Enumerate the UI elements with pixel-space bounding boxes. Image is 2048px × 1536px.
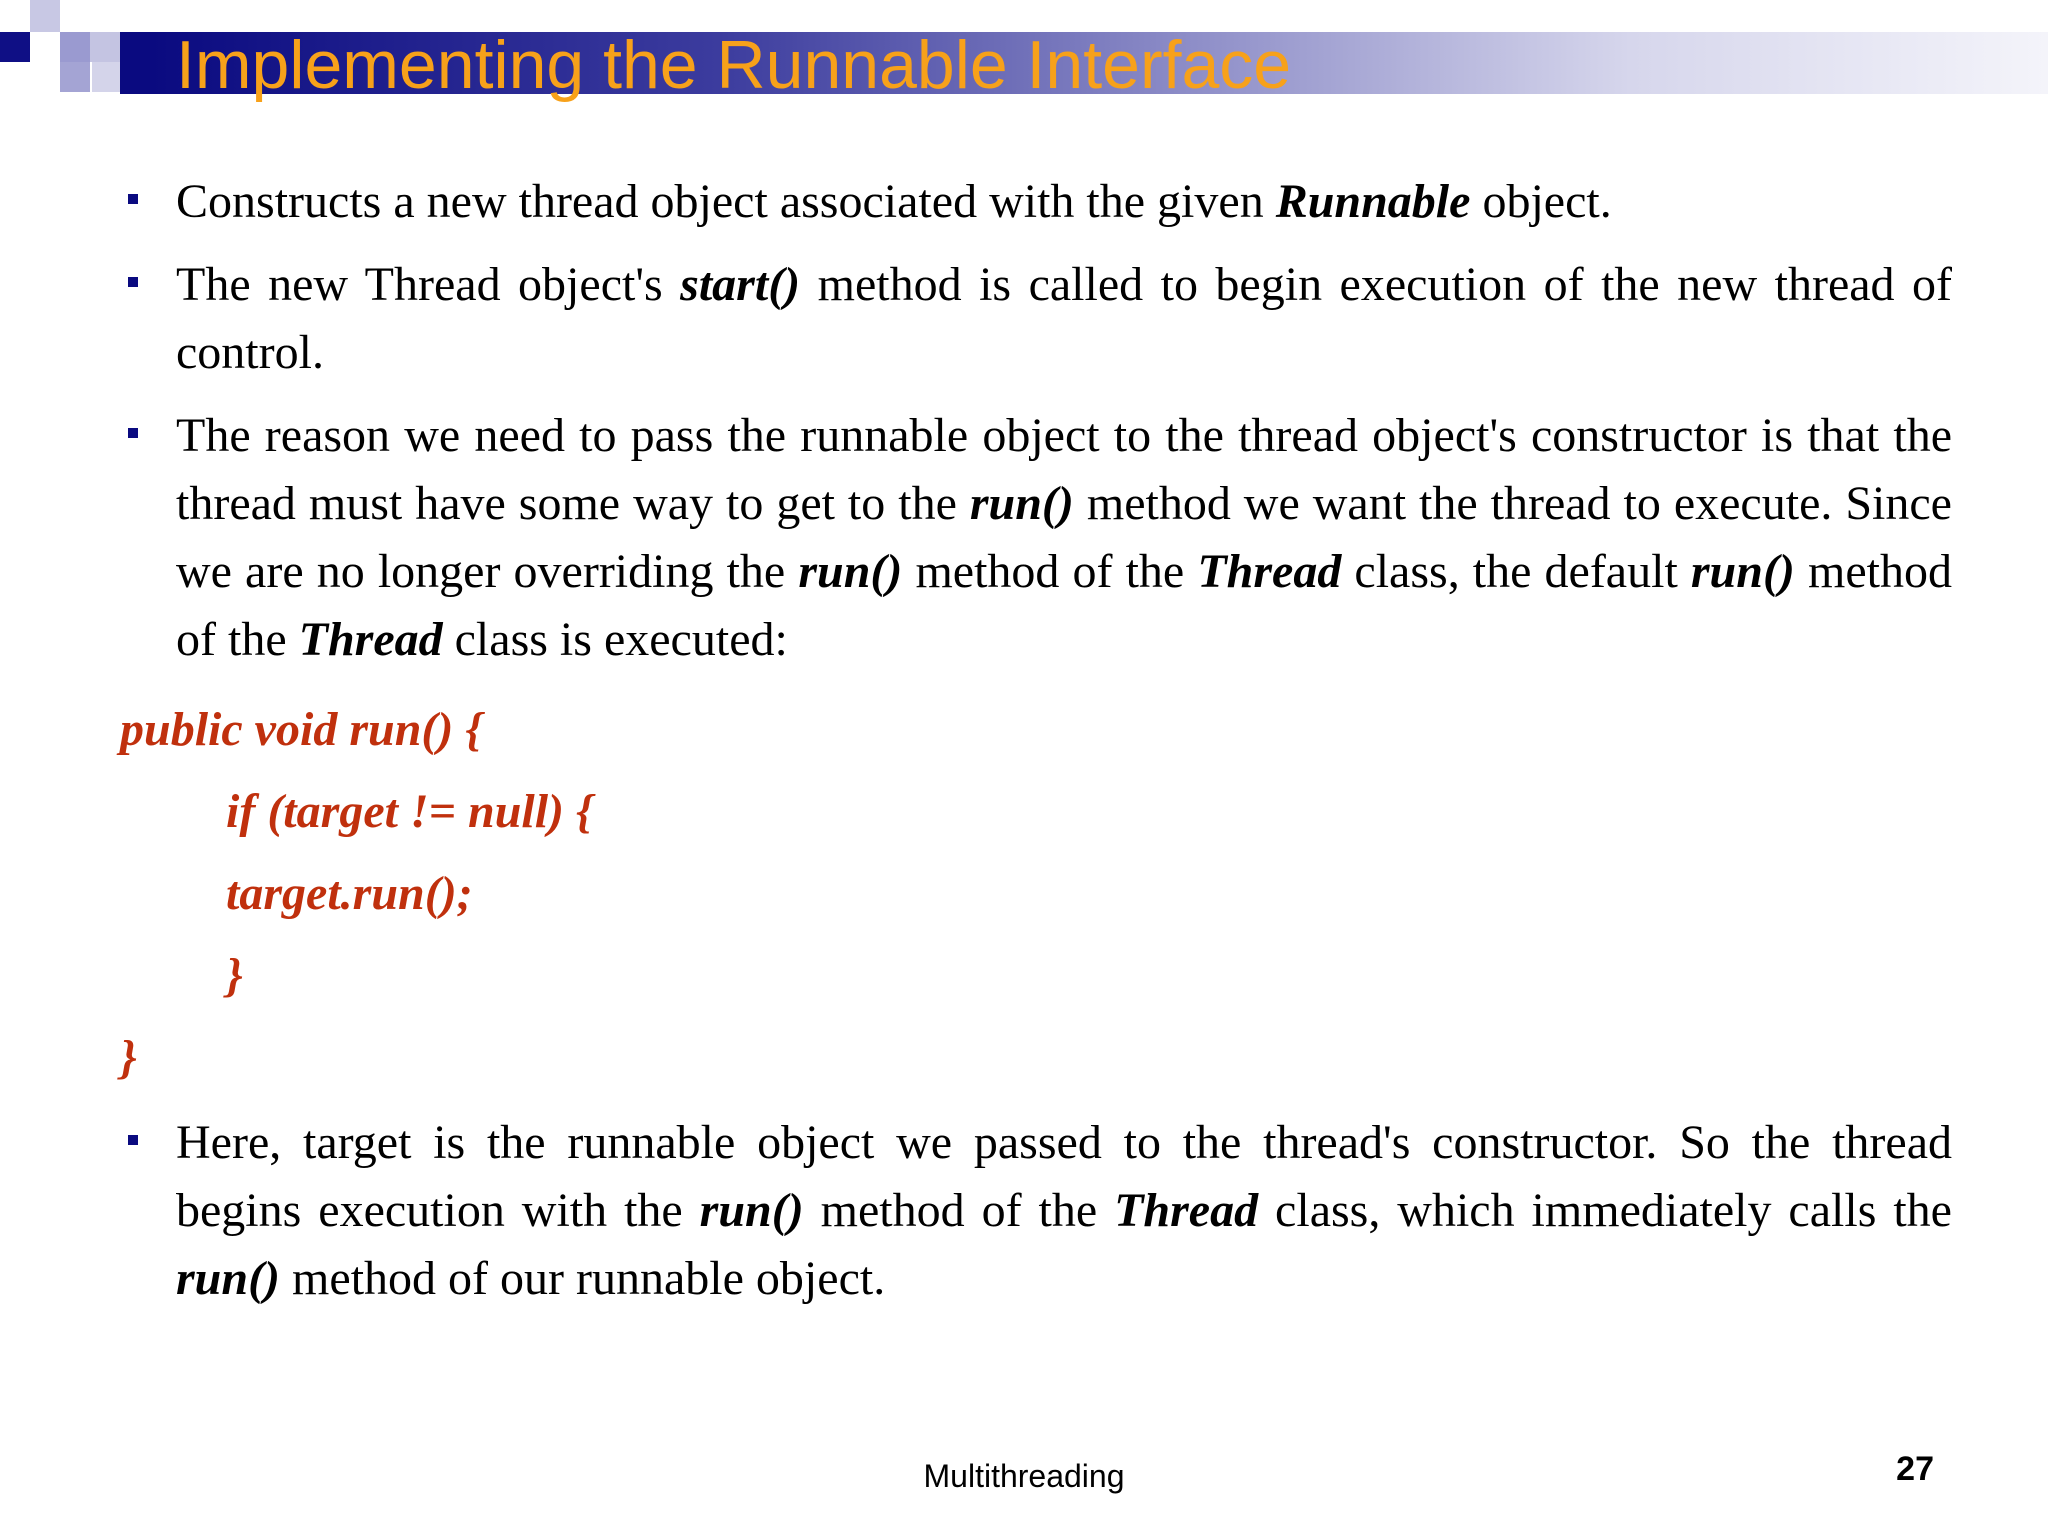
code-line: }	[226, 949, 243, 1002]
keyword-thread: Thread	[1114, 1184, 1259, 1237]
bullet-text: method of our runnable object.	[280, 1252, 886, 1305]
bullet-text: method of the	[803, 1184, 1115, 1237]
keyword-thread: Thread	[1197, 545, 1342, 598]
header-decoration-square	[90, 32, 120, 62]
code-line: if (target != null) {	[226, 785, 593, 838]
bullet-text: class is executed:	[442, 613, 788, 666]
bullet-square-icon	[128, 1135, 138, 1145]
code-line: target.run();	[226, 867, 473, 920]
keyword-run: run()	[798, 545, 903, 598]
page-number: 27	[1896, 1450, 1934, 1488]
bullet-square-icon	[128, 428, 138, 438]
slide-title: Implementing the Runnable Interface	[176, 27, 1292, 103]
keyword-runnable: Runnable	[1275, 175, 1471, 228]
bullet-text: class, the default	[1341, 545, 1691, 598]
bullet-text: class, which immediately calls the	[1258, 1184, 1952, 1237]
code-line: public void run() {	[120, 703, 483, 756]
keyword-thread: Thread	[298, 613, 443, 666]
bullet-item-2	[120, 251, 1952, 387]
bullet-text: Here, target is the runnable object we passed to the thread's constructor. So the thread begins execution with the	[176, 1116, 1952, 1237]
header-decoration-square	[60, 62, 90, 92]
bullet-square-icon	[128, 277, 138, 287]
keyword-run: run()	[699, 1184, 804, 1237]
keyword-start: start()	[680, 258, 801, 311]
slide-footer: Multithreading	[923, 1458, 1125, 1494]
header-decoration-square	[0, 32, 30, 62]
header-decoration-square	[30, 0, 60, 32]
bullet-text: method we want the thread to execute. Since we are no longer overriding the	[176, 477, 1952, 598]
code-line: }	[120, 1031, 137, 1084]
bullet-item-3	[120, 402, 1952, 674]
bullet-text: The new Thread object's	[176, 258, 681, 311]
keyword-run: run()	[969, 477, 1074, 530]
bullet-square-icon	[128, 194, 138, 204]
keyword-run: run()	[176, 1252, 281, 1305]
header-decoration-square	[92, 62, 122, 92]
slide-content	[120, 168, 1952, 1328]
keyword-run: run()	[1690, 545, 1795, 598]
bullet-text: object.	[1470, 175, 1612, 228]
bullet-text: method is called to begin execution of the new thread of control.	[176, 258, 1953, 379]
code-block	[120, 689, 1952, 1099]
header-decoration-square	[120, 32, 150, 94]
bullet-text: Constructs a new thread object associated with the given	[176, 175, 1276, 228]
bullet-text: method of the	[902, 545, 1198, 598]
header-decoration-square	[60, 32, 90, 62]
bullet-text: The reason we need to pass the runnable object to the thread object's constructor is that the thread must have some way to get to the	[176, 409, 1952, 530]
bullet-item-1	[120, 168, 1952, 236]
bullet-item-4	[120, 1109, 1952, 1313]
bullet-text: method of the	[176, 545, 1952, 666]
header-decoration-square	[120, 0, 150, 32]
